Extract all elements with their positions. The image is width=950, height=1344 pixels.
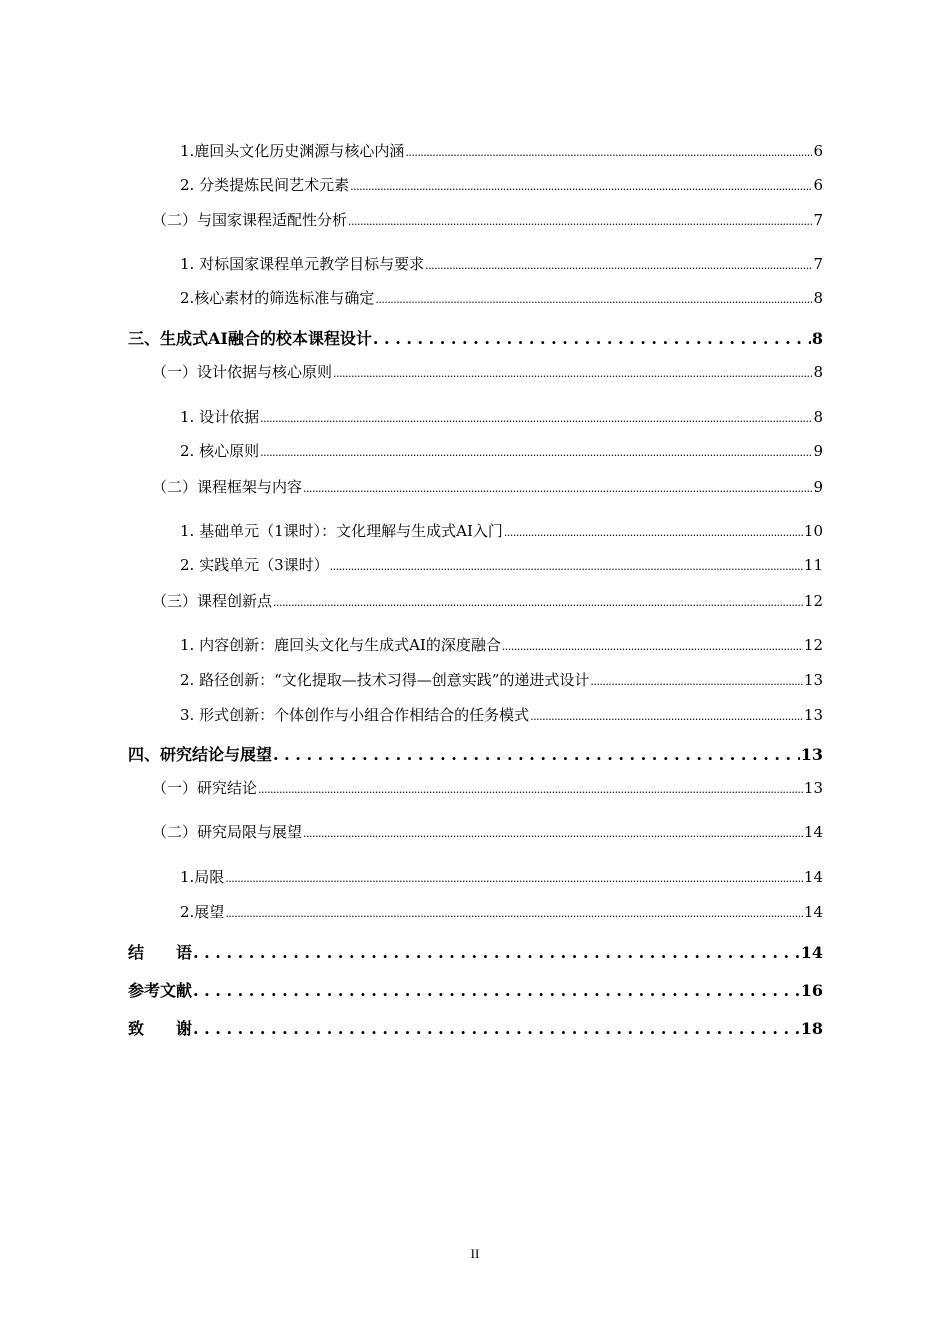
toc-entry[interactable] [180,866,823,887]
toc-entry[interactable] [180,140,823,161]
toc-entry-title: 1. 基础单元（1课时）：文化理解与生成式AI入门 [180,522,503,540]
toc-leader [225,868,803,886]
toc-entry-title: 致 谢 [128,1019,193,1038]
toc-entry[interactable] [152,361,823,382]
toc-entry[interactable] [128,978,823,1001]
toc-entry-title: 参考文献 [128,981,193,1000]
toc-entry[interactable] [180,901,823,922]
toc-entry[interactable] [152,590,823,611]
toc-entry-page: 14 [803,823,823,841]
toc-entry-title: 1. 对标国家课程单元教学目标与要求 [180,255,425,273]
toc-entry-title: （一）设计依据与核心原则 [152,363,333,381]
toc-entry-title: 三、生成式AI融合的校本课程设计 [128,329,372,348]
toc-entry[interactable] [152,209,823,230]
toc-entry-title: 1. 内容创新：鹿回头文化与生成式AI的深度融合 [180,636,501,654]
toc-entry[interactable] [128,940,823,963]
toc-entry-page: 8 [811,329,823,348]
toc-entry-page: 13 [803,671,823,689]
toc-entry[interactable] [180,287,823,308]
toc-entry-page: 9 [813,442,823,460]
toc-entry[interactable] [128,326,823,349]
toc-entry-title: （一）研究结论 [152,779,258,797]
toc-leader [258,779,803,797]
toc-entry[interactable] [180,440,823,461]
toc-leader [350,176,812,194]
toc-entry[interactable] [152,777,823,798]
toc-entry-title: （三）课程创新点 [152,592,273,610]
toc-entry[interactable] [128,1016,823,1039]
toc-entry-title: 1. 设计依据 [180,408,260,426]
toc-leader [504,522,803,540]
toc-entry-page: 8 [813,408,823,426]
toc-entry-title: 四、研究结论与展望 [128,745,273,764]
toc-leader [193,981,800,1000]
toc-entry-title: 2. 核心原则 [180,442,260,460]
toc-leader [303,478,812,496]
toc-entry-page: 16 [800,981,823,1000]
toc-entry[interactable] [152,821,823,842]
toc-entry-page: 14 [803,868,823,886]
toc-leader [225,903,803,921]
toc-leader [260,408,812,426]
toc-leader [405,142,812,160]
toc-leader [590,671,802,689]
toc-leader [330,556,803,574]
toc-leader [333,363,812,381]
toc-leader [530,706,803,724]
toc-leader [348,211,812,229]
toc-leader [273,592,803,610]
toc-leader [303,823,803,841]
toc-leader [425,255,812,273]
toc-entry-page: 8 [813,289,823,307]
toc-entry-title: （二）课程框架与内容 [152,478,303,496]
toc-entry-title: （二）与国家课程适配性分析 [152,211,348,229]
toc-entry-page: 13 [803,706,823,724]
toc-entry[interactable] [180,406,823,427]
toc-entry[interactable] [180,253,823,274]
toc-entry-page: 18 [800,1019,823,1038]
toc-leader [373,329,811,348]
toc-leader [193,1019,800,1038]
toc-entry-page: 10 [803,522,823,540]
toc-entry-page: 6 [813,176,823,194]
toc-entry-title: 2. 路径创新：“文化提取—技术习得—创意实践”的递进式设计 [180,671,590,689]
toc-entry[interactable] [180,520,823,541]
toc-entry[interactable] [128,742,823,765]
toc-entry-page: 8 [813,363,823,381]
toc-entry-title: 2. 实践单元（3课时） [180,556,329,574]
toc-entry-title: （二）研究局限与展望 [152,823,303,841]
toc-entry-page: 11 [803,556,823,574]
toc-leader [273,745,800,764]
toc-entry[interactable] [180,174,823,195]
toc-entry-page: 7 [813,255,823,273]
toc-leader [375,289,812,307]
toc-entry-title: 2.展望 [180,903,225,921]
toc-entry-page: 7 [813,211,823,229]
page-number: II [470,1246,480,1261]
toc-entry-page: 12 [803,636,823,654]
toc-entry-title: 2. 分类提炼民间艺术元素 [180,176,350,194]
toc-entry-page: 9 [813,478,823,496]
toc-entry-page: 13 [800,745,823,764]
toc-entry-page: 14 [800,943,823,962]
toc-entry-page: 14 [803,903,823,921]
toc-leader [193,943,800,962]
toc-entry-title: 1.鹿回头文化历史渊源与核心内涵 [180,142,405,160]
toc-entry[interactable] [152,476,823,497]
toc-leader [502,636,803,654]
toc-entry[interactable] [180,669,823,690]
toc-entry[interactable] [180,554,823,575]
toc-leader [260,442,812,460]
toc-entry-page: 12 [803,592,823,610]
toc-entry[interactable] [180,634,823,655]
toc-entry-title: 3. 形式创新：个体创作与小组合作相结合的任务模式 [180,706,530,724]
toc-entry-page: 6 [813,142,823,160]
toc-entry-page: 13 [803,779,823,797]
toc-entry-title: 2.核心素材的筛选标准与确定 [180,289,375,307]
toc-entry-title: 1.局限 [180,868,225,886]
toc-entry[interactable] [180,704,823,725]
toc-entry-title: 结 语 [128,943,193,962]
